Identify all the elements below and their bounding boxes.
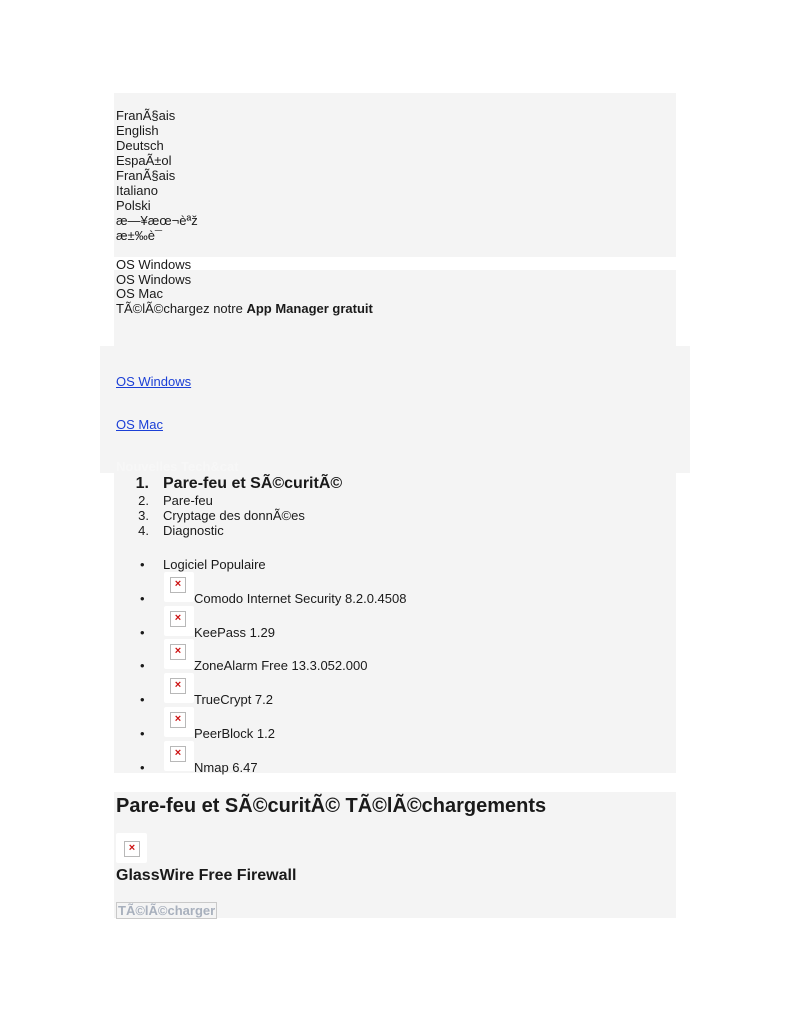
product-image-icon[interactable]: × (116, 833, 147, 863)
language-option[interactable]: æ±‰è¯ (116, 228, 163, 243)
language-option[interactable]: EspaÃ±ol (116, 153, 172, 168)
broken-image-icon[interactable]: × (164, 707, 194, 737)
software-link[interactable]: ZoneAlarm Free 13.3.052.000 (194, 658, 368, 673)
list-number: 4. (138, 523, 149, 538)
os-option-windows[interactable]: OS Windows (116, 272, 192, 287)
software-link[interactable]: PeerBlock 1.2 (194, 726, 275, 741)
language-option[interactable]: Italiano (116, 183, 158, 198)
bullet-icon: • (140, 658, 145, 673)
promo-text: TÃ©lÃ©chargez notre (116, 301, 243, 316)
downloads-title: Pare-feu et SÃ©curitÃ© TÃ©lÃ©chargements (116, 795, 547, 817)
bullet-icon: • (140, 760, 145, 775)
os-mac-link[interactable]: OS Mac (116, 417, 163, 432)
category-item[interactable]: Diagnostic (163, 523, 224, 538)
bullet-icon: • (140, 625, 145, 640)
product-name[interactable]: GlassWire Free Firewall (116, 867, 297, 884)
software-link[interactable]: Nmap 6.47 (194, 760, 258, 775)
app-manager-promo[interactable] (116, 301, 373, 316)
software-link[interactable]: TrueCrypt 7.2 (194, 692, 273, 707)
category-title[interactable]: Pare-feu et SÃ©curitÃ© (163, 475, 343, 492)
os-links-panel (100, 346, 690, 473)
download-button[interactable]: TÃ©lÃ©charger (118, 903, 216, 918)
language-option[interactable]: Deutsch (116, 138, 164, 153)
hidden-heading: Nouvelles Tech&cat (116, 459, 239, 474)
language-option[interactable]: æ—¥æœ¬èªž (116, 213, 198, 228)
bullet-icon: • (140, 726, 145, 741)
broken-image-icon[interactable]: × (164, 606, 194, 636)
os-option-mac[interactable]: OS Mac (116, 286, 163, 301)
list-number: 2. (138, 493, 149, 508)
broken-image-icon[interactable]: × (164, 572, 194, 602)
language-panel (114, 93, 676, 257)
software-link[interactable]: Comodo Internet Security 8.2.0.4508 (194, 591, 407, 606)
category-item[interactable]: Pare-feu (163, 493, 213, 508)
promo-highlight[interactable]: App Manager gratuit (246, 301, 373, 316)
language-option[interactable]: English (116, 123, 159, 138)
broken-image-icon[interactable]: × (164, 639, 194, 669)
broken-image-icon[interactable]: × (164, 741, 194, 771)
language-option[interactable]: FranÃ§ais (116, 168, 176, 183)
category-item[interactable]: Cryptage des donnÃ©es (163, 508, 305, 523)
os-selected[interactable]: OS Windows (116, 257, 192, 272)
language-current[interactable]: FranÃ§ais (116, 108, 176, 123)
bullet-icon: • (140, 591, 145, 606)
bullet-icon: • (140, 692, 145, 707)
language-option[interactable]: Polski (116, 198, 151, 213)
broken-image-icon[interactable]: × (164, 673, 194, 703)
list-number: 1. (135, 475, 149, 492)
software-link[interactable]: KeePass 1.29 (194, 625, 275, 640)
popular-heading: Logiciel Populaire (163, 557, 266, 572)
list-number: 3. (138, 508, 149, 523)
bullet-icon: • (140, 557, 145, 572)
os-windows-link[interactable]: OS Windows (116, 374, 192, 389)
